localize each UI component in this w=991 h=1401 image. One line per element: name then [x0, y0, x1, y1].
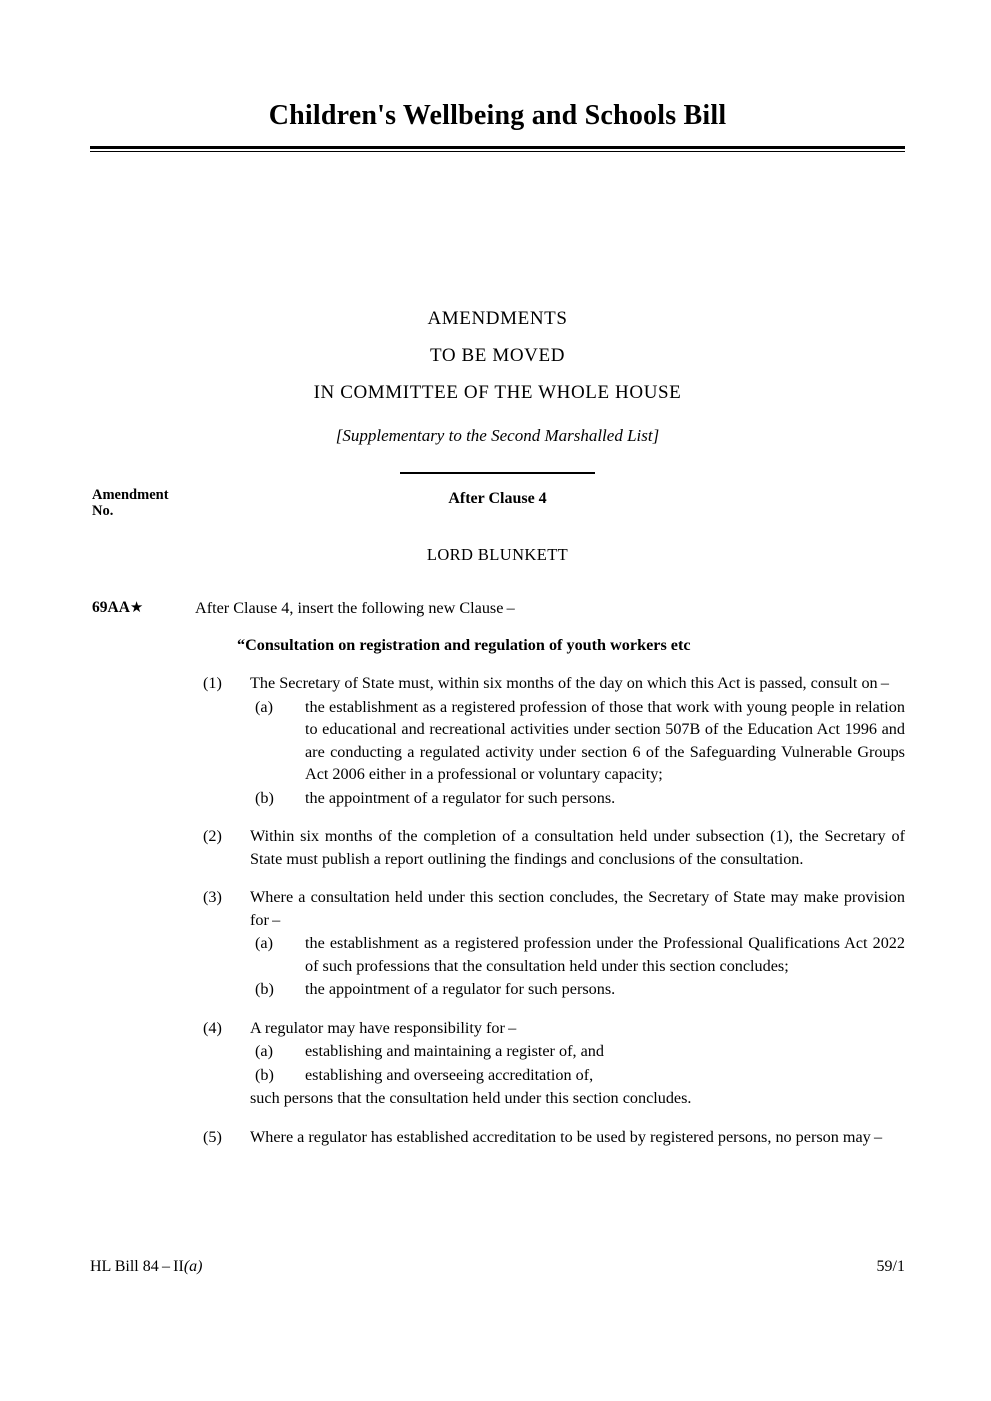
paragraph-item: [250, 932, 905, 977]
page-number: 59/1: [876, 1258, 905, 1275]
subsection-list: [195, 672, 905, 1148]
amendment-lead-line: After Clause 4, insert the following new Clause –: [195, 599, 515, 617]
paragraph-marker: (a): [255, 1042, 273, 1060]
heading-divider-rule: [400, 472, 595, 474]
subsection-marker: (5): [203, 1127, 222, 1146]
bill-reference: [90, 1258, 202, 1276]
amendment-no-column-label: [92, 487, 212, 519]
amendment-number: [92, 598, 143, 617]
paragraph-marker: (a): [255, 697, 273, 716]
clause-heading: After Clause 4: [448, 490, 547, 507]
subsection-text: The Secretary of State must, within six months of the day on which this Act is passed, consult on –: [250, 674, 889, 692]
subsection-text: A regulator may have responsibility for –: [250, 1018, 517, 1037]
subsection-text: Within six months of the completion of a consultation held under subsection (1), the Secretary of State must publish a report outlining the findings and conclusions of the consultation.: [250, 827, 905, 868]
bill-reference-main: HL Bill 84 – II: [90, 1258, 184, 1275]
amendment-no-label-line1: Amendment: [92, 487, 169, 503]
star-icon: ★: [129, 600, 144, 616]
subsection-item: [195, 672, 905, 809]
page-title: Children's Wellbeing and Schools Bill: [268, 100, 727, 131]
subsection-marker: (2): [203, 827, 222, 845]
heading-subtitle: [Supplementary to the Second Marshalled List]: [335, 426, 660, 445]
subsection-item: [195, 1017, 905, 1110]
paragraph-marker: (b): [255, 980, 274, 998]
amendment-number-text: 69AA: [92, 599, 130, 616]
subsection-marker: (3): [203, 888, 222, 906]
paragraph-text: the establishment as a registered profession of those that work with young people in relation to educational and recreational activities under section 507B of the Education Act 1996 and are conducting a regulated activity under section 6 of the Safeguarding Vulnerable Groups Act 2006 either in a professional or voluntary capacity;: [305, 697, 905, 783]
amendment-no-label-line2: No.: [92, 503, 114, 519]
rule-thin: [90, 151, 905, 152]
paragraph-text: the appointment of a regulator for such persons.: [305, 980, 616, 998]
title-block: [90, 100, 905, 152]
new-clause-title: “Consultation on registration and regulation of youth workers etc: [237, 635, 691, 654]
paragraph-item: [250, 787, 905, 810]
subsection-tail-text: such persons that the consultation held under this section concludes.: [250, 1089, 692, 1107]
paragraph-marker: (a): [255, 934, 273, 952]
heading-committee: IN COMMITTEE OF THE WHOLE HOUSE: [313, 382, 682, 403]
subsection-text: Where a consultation held under this section concludes, the Secretary of State may make provision for –: [250, 888, 905, 929]
paragraph-marker: (b): [255, 788, 274, 807]
subsection-item: [195, 1126, 905, 1149]
heading-to-be-moved: TO BE MOVED: [429, 345, 566, 366]
subsection-marker: (1): [203, 674, 222, 692]
paragraph-text: the appointment of a regulator for such persons.: [305, 788, 616, 807]
paragraph-text: establishing and maintaining a register of, and: [305, 1042, 604, 1060]
page-footer: [90, 1258, 905, 1276]
heading-amendments: AMENDMENTS: [427, 308, 568, 329]
subsection-text: Where a regulator has established accreditation to be used by registered persons, no person may –: [250, 1127, 883, 1146]
paragraph-marker: (b): [255, 1065, 274, 1084]
paragraph-item: [250, 1040, 905, 1063]
paragraph-list: [250, 696, 905, 810]
paragraph-text: establishing and overseeing accreditation of,: [305, 1065, 594, 1084]
paragraph-item: [250, 1064, 905, 1087]
amendment-sponsor: LORD BLUNKETT: [426, 545, 569, 564]
subsection-marker: (4): [203, 1018, 222, 1037]
paragraph-item: [250, 978, 905, 1001]
paragraph-text: the establishment as a registered profession under the Professional Qualifications Act 2022 of such professions that the consultation held under this section concludes;: [305, 934, 905, 975]
paragraph-list: [250, 932, 905, 1001]
bill-reference-suffix: (a): [183, 1258, 203, 1275]
subsection-item: [195, 886, 905, 1001]
paragraph-item: [250, 696, 905, 786]
amendments-heading-block: [90, 300, 905, 474]
subsection-item: [195, 825, 905, 870]
amendment-body: [195, 597, 905, 1148]
title-double-rule: [90, 146, 905, 152]
paragraph-list: [250, 1040, 905, 1086]
